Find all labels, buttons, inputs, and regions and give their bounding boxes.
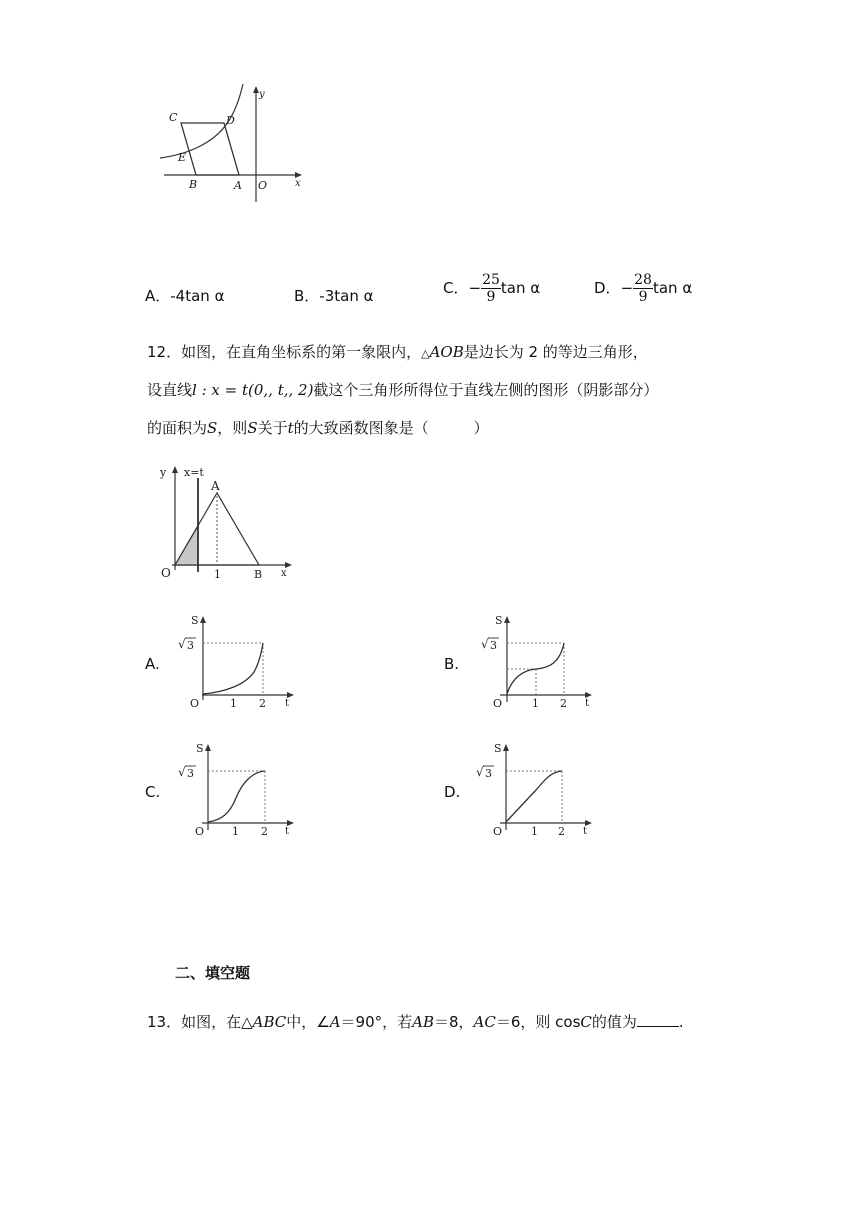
s-axis-arrow <box>205 744 211 751</box>
tick-1: 1 <box>232 825 239 838</box>
q12-text-2: 设直线 <box>147 381 193 399</box>
q12-line-3 <box>147 417 489 438</box>
label-y: y <box>259 89 265 100</box>
choice-c-label[interactable]: C. <box>145 783 161 801</box>
option-d-fraction <box>633 272 653 305</box>
q12-text-3c: 关于 <box>257 419 288 437</box>
section-title: 二、填空题 <box>175 964 251 982</box>
label-s: S <box>494 742 502 755</box>
q13-end: . <box>678 1013 684 1031</box>
graph-b[interactable] <box>468 610 598 710</box>
graph-d[interactable] <box>468 738 598 838</box>
q12-text-3d: 的大致函数图象是（ ） <box>293 419 489 437</box>
q13-text-4: ＝8， <box>434 1013 474 1031</box>
tick-2: 2 <box>261 825 268 838</box>
tick-1: 1 <box>532 697 539 710</box>
label-o: O <box>493 825 503 838</box>
label-e: E <box>178 151 187 164</box>
option-c-suffix: tan α <box>500 279 541 297</box>
s-axis-arrow <box>503 744 509 751</box>
option-c-fraction <box>481 272 501 305</box>
q11-option-d[interactable] <box>594 272 692 305</box>
q13-text-2: 中，∠ <box>286 1013 330 1031</box>
label-o: O <box>258 179 268 192</box>
s-axis-arrow <box>200 616 206 623</box>
q12-text-1: 12．如图，在直角坐标系的第一象限内， <box>147 343 422 361</box>
tick-2: 2 <box>259 697 266 710</box>
option-d-minus: − <box>620 279 634 297</box>
sqrt-value: 3 <box>187 639 194 652</box>
label-a: A <box>211 479 220 493</box>
curve <box>506 771 562 822</box>
angle-a-label: A <box>329 1013 341 1031</box>
label-t: t <box>583 826 588 837</box>
q12-text-2b: 截这个三角形所得位于直线左侧的图形（阴影部分） <box>313 381 659 399</box>
sqrt-sign: √ <box>178 637 186 651</box>
label-a: A <box>234 179 242 192</box>
var-s: S <box>247 419 258 437</box>
q13-text-5: ＝6，则 cos <box>495 1013 581 1031</box>
label-x: x <box>281 568 287 579</box>
tick-2: 2 <box>560 697 567 710</box>
sqrt-sign: √ <box>476 765 484 779</box>
q12-text-1b: 是边长为 2 的等边三角形， <box>463 343 648 361</box>
q11-option-a[interactable]: A．-4tan α <box>145 287 225 305</box>
label-o: O <box>195 825 205 838</box>
q12-line-2 <box>147 379 658 400</box>
curve <box>203 643 263 694</box>
square-cdab <box>181 123 239 175</box>
q12-text-3: 的面积为 <box>147 419 208 437</box>
label-s: S <box>495 614 503 627</box>
tick-1: 1 <box>230 697 237 710</box>
label-b: B <box>189 178 198 191</box>
tick-2: 2 <box>558 825 565 838</box>
abc-label: ABC <box>252 1013 287 1031</box>
q11-figure <box>150 82 310 207</box>
label-y: y <box>160 466 167 479</box>
ab-label: AB <box>412 1013 434 1031</box>
q11-option-c[interactable] <box>443 272 540 305</box>
label-o: O <box>161 566 171 580</box>
triangle-symbol: △ <box>421 347 430 360</box>
option-d-denominator: 9 <box>638 289 648 305</box>
choice-a-label[interactable]: A. <box>145 655 160 673</box>
label-t: t <box>285 698 290 709</box>
label-t: t <box>285 826 290 837</box>
q12-text-3b: ，则 <box>217 419 248 437</box>
label-d: D <box>226 114 235 127</box>
option-c-label: C． <box>443 279 469 297</box>
answer-blank[interactable] <box>637 1012 679 1027</box>
label-x-equals-t: x=t <box>184 466 204 479</box>
option-c-denominator: 9 <box>486 289 496 305</box>
tick-1: 1 <box>531 825 538 838</box>
choice-b-label[interactable]: B. <box>444 655 460 673</box>
var-s: S <box>207 419 218 437</box>
label-b: B <box>254 568 263 581</box>
line-equation: l : x = t(0,, t,, 2) <box>192 381 314 399</box>
q13-text-1: 13．如图，在△ <box>147 1013 253 1031</box>
label-t: t <box>585 698 590 709</box>
graph-a[interactable] <box>170 610 300 710</box>
option-c-numerator: 25 <box>482 272 500 288</box>
ac-label: AC <box>473 1013 496 1031</box>
label-s: S <box>191 614 199 627</box>
label-c: C <box>169 111 178 124</box>
q11-option-b[interactable]: B．-3tan α <box>294 287 374 305</box>
q13-text-6: 的值为 <box>591 1013 637 1031</box>
q13-line <box>147 1011 684 1032</box>
option-d-suffix: tan α <box>652 279 693 297</box>
choice-d-label[interactable]: D. <box>444 783 461 801</box>
sqrt-value: 3 <box>187 767 194 780</box>
s-axis-arrow <box>504 616 510 623</box>
curve <box>208 771 265 822</box>
sqrt-sign: √ <box>481 637 489 651</box>
label-x: x <box>295 178 301 189</box>
q12-line-1 <box>147 341 648 362</box>
label-o: O <box>190 697 200 710</box>
sqrt-value: 3 <box>490 639 497 652</box>
option-d-label: D． <box>594 279 621 297</box>
label-s: S <box>196 742 204 755</box>
y-axis-arrow <box>172 466 178 473</box>
sqrt-value: 3 <box>485 767 492 780</box>
option-d-numerator: 28 <box>634 272 652 288</box>
graph-c[interactable] <box>170 738 300 838</box>
c-label: C <box>580 1013 592 1031</box>
aob-label: AOB <box>429 343 464 361</box>
sqrt-sign: √ <box>178 765 186 779</box>
var-t: t <box>287 419 294 437</box>
q13-text-3: ＝90°，若 <box>340 1013 413 1031</box>
option-c-minus: − <box>468 279 482 297</box>
label-o: O <box>493 697 503 710</box>
q12-figure <box>150 458 300 583</box>
label-one: 1 <box>214 568 221 581</box>
